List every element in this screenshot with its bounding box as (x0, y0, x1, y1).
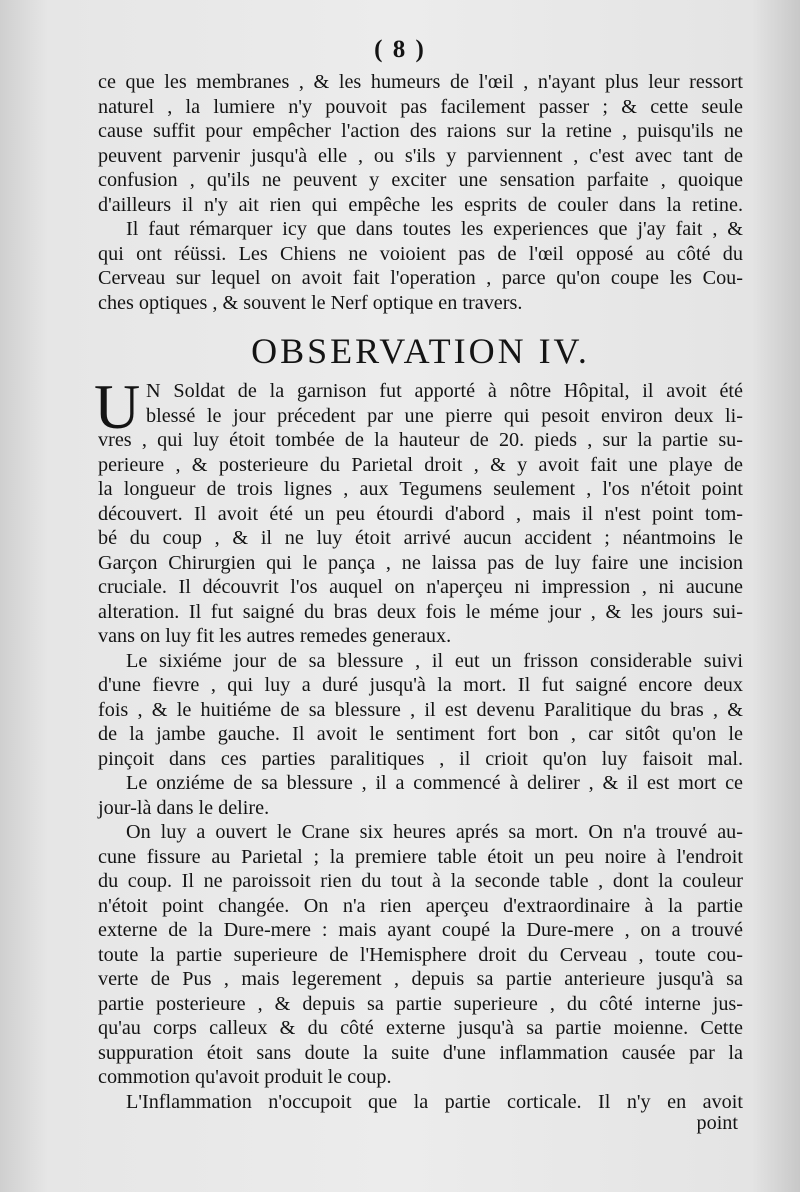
text-line: de la jambe gauche. Il avoit le sentiment fort bon , car sitôt qu'on le (98, 723, 743, 745)
text-line: alteration. Il fut saigné du bras deux fois le méme jour , & les jours sui- (98, 600, 743, 623)
text-line: vans on luy fit les autres remedes generaux. (98, 625, 452, 647)
text-line: Le onziéme de sa blessure , il a commencé à delirer , & il est mort ce (126, 772, 743, 794)
text-line: cruciale. Il découvrit l'os auquel on n'aperçeu ni impression , ni aucune (98, 576, 743, 598)
paragraph-4 (98, 649, 743, 772)
paragraph-3 (94, 371, 743, 649)
text-line: ce que les membranes , & les humeurs de l'œil , n'ayant plus leur ressort (98, 71, 743, 93)
text-line: cause suffit pour empêcher l'action des raions sur la retine , puisqu'ils ne (98, 120, 743, 142)
text-line: suppuration étoit sans doute la suite d'une inflammation causée par la (98, 1041, 743, 1064)
text-line: Garçon Chirurgien qui le pança , ne laissa pas de luy faire une incision (98, 551, 743, 574)
text-line: On luy a ouvert le Crane six heures aprés sa mort. On n'a trouvé au- (126, 821, 743, 843)
text-line: du coup. Il ne paroissoit rien du tout à la seconde table , dont la couleur (98, 870, 743, 892)
text-line: L'Inflammation n'occupoit que la partie corticale. Il n'y en avoit (126, 1090, 743, 1113)
text-line: jour-là dans le delire. (98, 796, 270, 819)
text-line: découvert. Il avoit été un peu étourdi d'abord , mais il n'est point tom- (98, 502, 743, 525)
section-heading: OBSERVATION IV. (251, 331, 590, 371)
drop-cap: U (94, 371, 141, 442)
text-line: pinçoit dans ces parties paralitiques , il crioit qu'on luy faisoit mal. (98, 747, 743, 770)
paragraph-6 (98, 820, 743, 1090)
paragraph-7 (98, 1090, 743, 1115)
paragraph-5 (98, 771, 743, 820)
text-line: perieure , & posterieure du Parietal droit , & y avoit fait une playe de (98, 453, 743, 476)
text-line: verte de Pus , mais legerement , depuis sa partie anterieure jusqu'à sa (98, 968, 743, 990)
text-line: la longueur de trois lignes , aux Tegumens seulement , l'os n'étoit point (98, 478, 743, 500)
paragraph-1 (98, 70, 743, 217)
text-line: cune fissure au Parietal ; la premiere table étoit un peu noire à l'endroit (98, 845, 743, 868)
text-line: naturel , la lumiere n'y pouvoit pas facilement passer ; & cette seule (98, 95, 743, 118)
text-line: commotion qu'avoit produit le coup. (98, 1066, 392, 1088)
paragraph-2 (98, 217, 743, 315)
text-line: d'une fievre , qui luy a duré jusqu'à la mort. Il fut saigné encore deux (98, 674, 743, 696)
text-line: blessé le jour précedent par une pierre qui pesoit environ deux li- (146, 404, 743, 427)
text-line: bé du coup , & il ne luy étoit arrivé aucun accident ; néantmoins le (98, 527, 743, 549)
text-line: d'ailleurs il n'y ait rien qui empêche les esprits de couler dans la retine. (98, 193, 743, 216)
page-number: ( 8 ) (374, 36, 426, 63)
catchword: point (696, 1112, 738, 1134)
text-line: partie posterieure , & depuis sa partie superieure , du côté interne jus- (98, 992, 743, 1015)
text-line: Cerveau sur lequel on avoit fait l'operation , parce qu'on coupe les Cou- (98, 267, 743, 289)
text-line: ches optiques , & souvent le Nerf optique en travers. (98, 291, 523, 314)
text-line: toute la partie superieure de l'Hemisphere droit du Cerveau , toute cou- (98, 943, 743, 966)
text-line: confusion , qu'ils ne peuvent y exciter une sensation parfaite , quoique (98, 169, 743, 191)
text-line: Le sixiéme jour de sa blessure , il eut un frisson considerable suivi (126, 649, 743, 672)
text-line: fois , & le huitiéme de sa blessure , il est devenu Paralitique du bras , & (98, 698, 743, 721)
text-line: qui ont réüssi. Les Chiens ne voioient pas de l'œil opposé au côté du (98, 242, 743, 265)
text-line: Il faut rémarquer icy que dans toutes les experiences que j'ay fait , & (126, 218, 743, 240)
text-line: qu'au corps calleux & du côté externe jusqu'à sa partie moienne. Cette (98, 1017, 743, 1039)
page-text (94, 70, 743, 1114)
text-line: externe de la Dure-mere : mais ayant coupé la Dure-mere , on a trouvé (98, 919, 743, 941)
text-line: n'étoit point changée. On n'a rien aperçeu d'extraordinaire à la partie (98, 894, 743, 917)
text-line: N Soldat de la garnison fut apporté à nôtre Hôpital, il avoit été (146, 380, 743, 402)
text-line: peuvent parvenir jusqu'à elle , ou s'ils y parviennent , c'est avec tant de (98, 144, 743, 167)
text-line: vres , qui luy étoit tombée de la hauteur de 20. pieds , sur la partie su- (98, 429, 743, 451)
